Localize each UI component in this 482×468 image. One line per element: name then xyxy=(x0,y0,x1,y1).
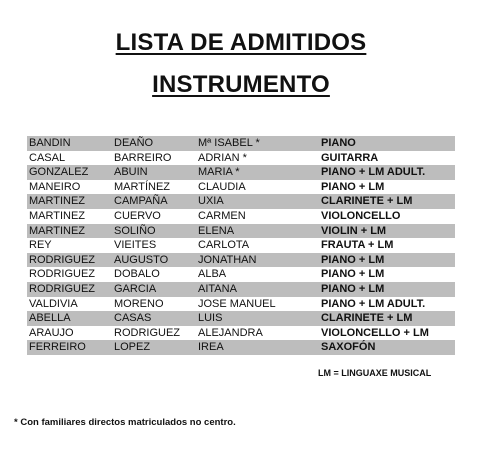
second-surname-cell: CAMPAÑA xyxy=(114,195,168,208)
given-name-cell: ELENA xyxy=(198,224,235,237)
table-row xyxy=(27,311,455,326)
instrument-cell: PIANO + LM xyxy=(321,282,385,295)
given-name-cell: ALEJANDRA xyxy=(198,326,263,339)
instrument-cell: VIOLONCELLO + LM xyxy=(321,326,429,339)
table-row xyxy=(27,297,455,312)
second-surname-cell: MORENO xyxy=(114,297,164,310)
instrument-cell: PIANO + LM xyxy=(321,268,385,281)
instrument-cell: PIANO + LM ADULT. xyxy=(321,297,426,310)
given-name-cell: CLAUDIA xyxy=(198,180,246,193)
table-row xyxy=(27,136,455,151)
table-row xyxy=(27,267,455,282)
given-name-cell: LUIS xyxy=(198,312,223,325)
table-row xyxy=(27,194,455,209)
first-surname-cell: REY xyxy=(29,239,52,252)
page-title: LISTA DE ADMITIDOS xyxy=(115,29,367,56)
second-surname-cell: CUERVO xyxy=(114,209,161,222)
given-name-cell: JOSE MANUEL xyxy=(198,297,276,310)
table-row xyxy=(27,151,455,166)
instrument-cell: CLARINETE + LM xyxy=(321,312,413,325)
table-row xyxy=(27,238,455,253)
table-row xyxy=(27,282,455,297)
first-surname-cell: MARTINEZ xyxy=(29,224,86,237)
first-surname-cell: BANDIN xyxy=(29,137,71,149)
given-name-cell: MARIA * xyxy=(198,166,240,179)
second-surname-cell: BARREIRO xyxy=(114,151,172,164)
table-row xyxy=(27,180,455,195)
first-surname-cell: FERREIRO xyxy=(29,341,86,354)
legend-note: LM = LINGUAXE MUSICAL xyxy=(318,368,432,378)
table-row xyxy=(27,340,455,355)
given-name-cell: AITANA xyxy=(198,282,237,295)
first-surname-cell: MARTINEZ xyxy=(29,209,86,222)
first-surname-cell: VALDIVIA xyxy=(29,297,78,310)
second-surname-cell: LOPEZ xyxy=(114,341,151,354)
instrument-cell: CLARINETE + LM xyxy=(321,195,413,208)
second-surname-cell: ABUIN xyxy=(114,166,148,179)
first-surname-cell: ARAUJO xyxy=(29,326,74,339)
instrument-cell: VIOLONCELLO xyxy=(321,209,401,222)
instrument-cell: SAXOFÓN xyxy=(321,341,376,354)
table-row xyxy=(27,326,455,341)
given-name-cell: IREA xyxy=(198,341,224,354)
instrument-cell: PIANO + LM xyxy=(321,253,385,266)
first-surname-cell: CASAL xyxy=(29,151,66,164)
first-surname-cell: RODRIGUEZ xyxy=(29,268,95,281)
table-row xyxy=(27,253,455,268)
given-name-cell: UXIA xyxy=(198,195,224,208)
instrument-cell: PIANO xyxy=(321,137,356,149)
instrument-cell: PIANO + LM ADULT. xyxy=(321,166,426,179)
first-surname-cell: ABELLA xyxy=(29,312,71,325)
given-name-cell: JONATHAN xyxy=(198,253,257,266)
page-subtitle: INSTRUMENTO xyxy=(152,71,330,98)
first-surname-cell: RODRIGUEZ xyxy=(29,282,95,295)
second-surname-cell: AUGUSTO xyxy=(114,253,169,266)
footnote: * Con familiares directos matriculados no centro. xyxy=(14,417,236,428)
first-surname-cell: RODRIGUEZ xyxy=(29,253,95,266)
first-surname-cell: MANEIRO xyxy=(29,180,81,193)
second-surname-cell: CASAS xyxy=(114,312,152,325)
table-row xyxy=(27,209,455,224)
second-surname-cell: MARTÍNEZ xyxy=(114,180,171,193)
given-name-cell: ADRIAN * xyxy=(198,151,247,164)
instrument-cell: VIOLIN + LM xyxy=(321,224,387,237)
second-surname-cell: RODRIGUEZ xyxy=(114,326,180,339)
given-name-cell: CARMEN xyxy=(198,209,246,222)
table-row xyxy=(27,224,455,239)
instrument-cell: GUITARRA xyxy=(321,151,379,164)
instrument-cell: PIANO + LM xyxy=(321,180,385,193)
second-surname-cell: DOBALO xyxy=(114,268,160,281)
second-surname-cell: DEAÑO xyxy=(114,137,154,149)
second-surname-cell: GARCIA xyxy=(114,282,157,295)
given-name-cell: Mª ISABEL * xyxy=(198,137,260,149)
second-surname-cell: SOLIÑO xyxy=(114,224,156,237)
admitted-list-table xyxy=(27,136,455,355)
instrument-cell: FRAUTA + LM xyxy=(321,239,394,252)
second-surname-cell: VIEITES xyxy=(114,239,157,252)
first-surname-cell: GONZALEZ xyxy=(29,166,89,179)
given-name-cell: ALBA xyxy=(198,268,227,281)
given-name-cell: CARLOTA xyxy=(198,239,250,252)
table-row xyxy=(27,165,455,180)
first-surname-cell: MARTINEZ xyxy=(29,195,86,208)
